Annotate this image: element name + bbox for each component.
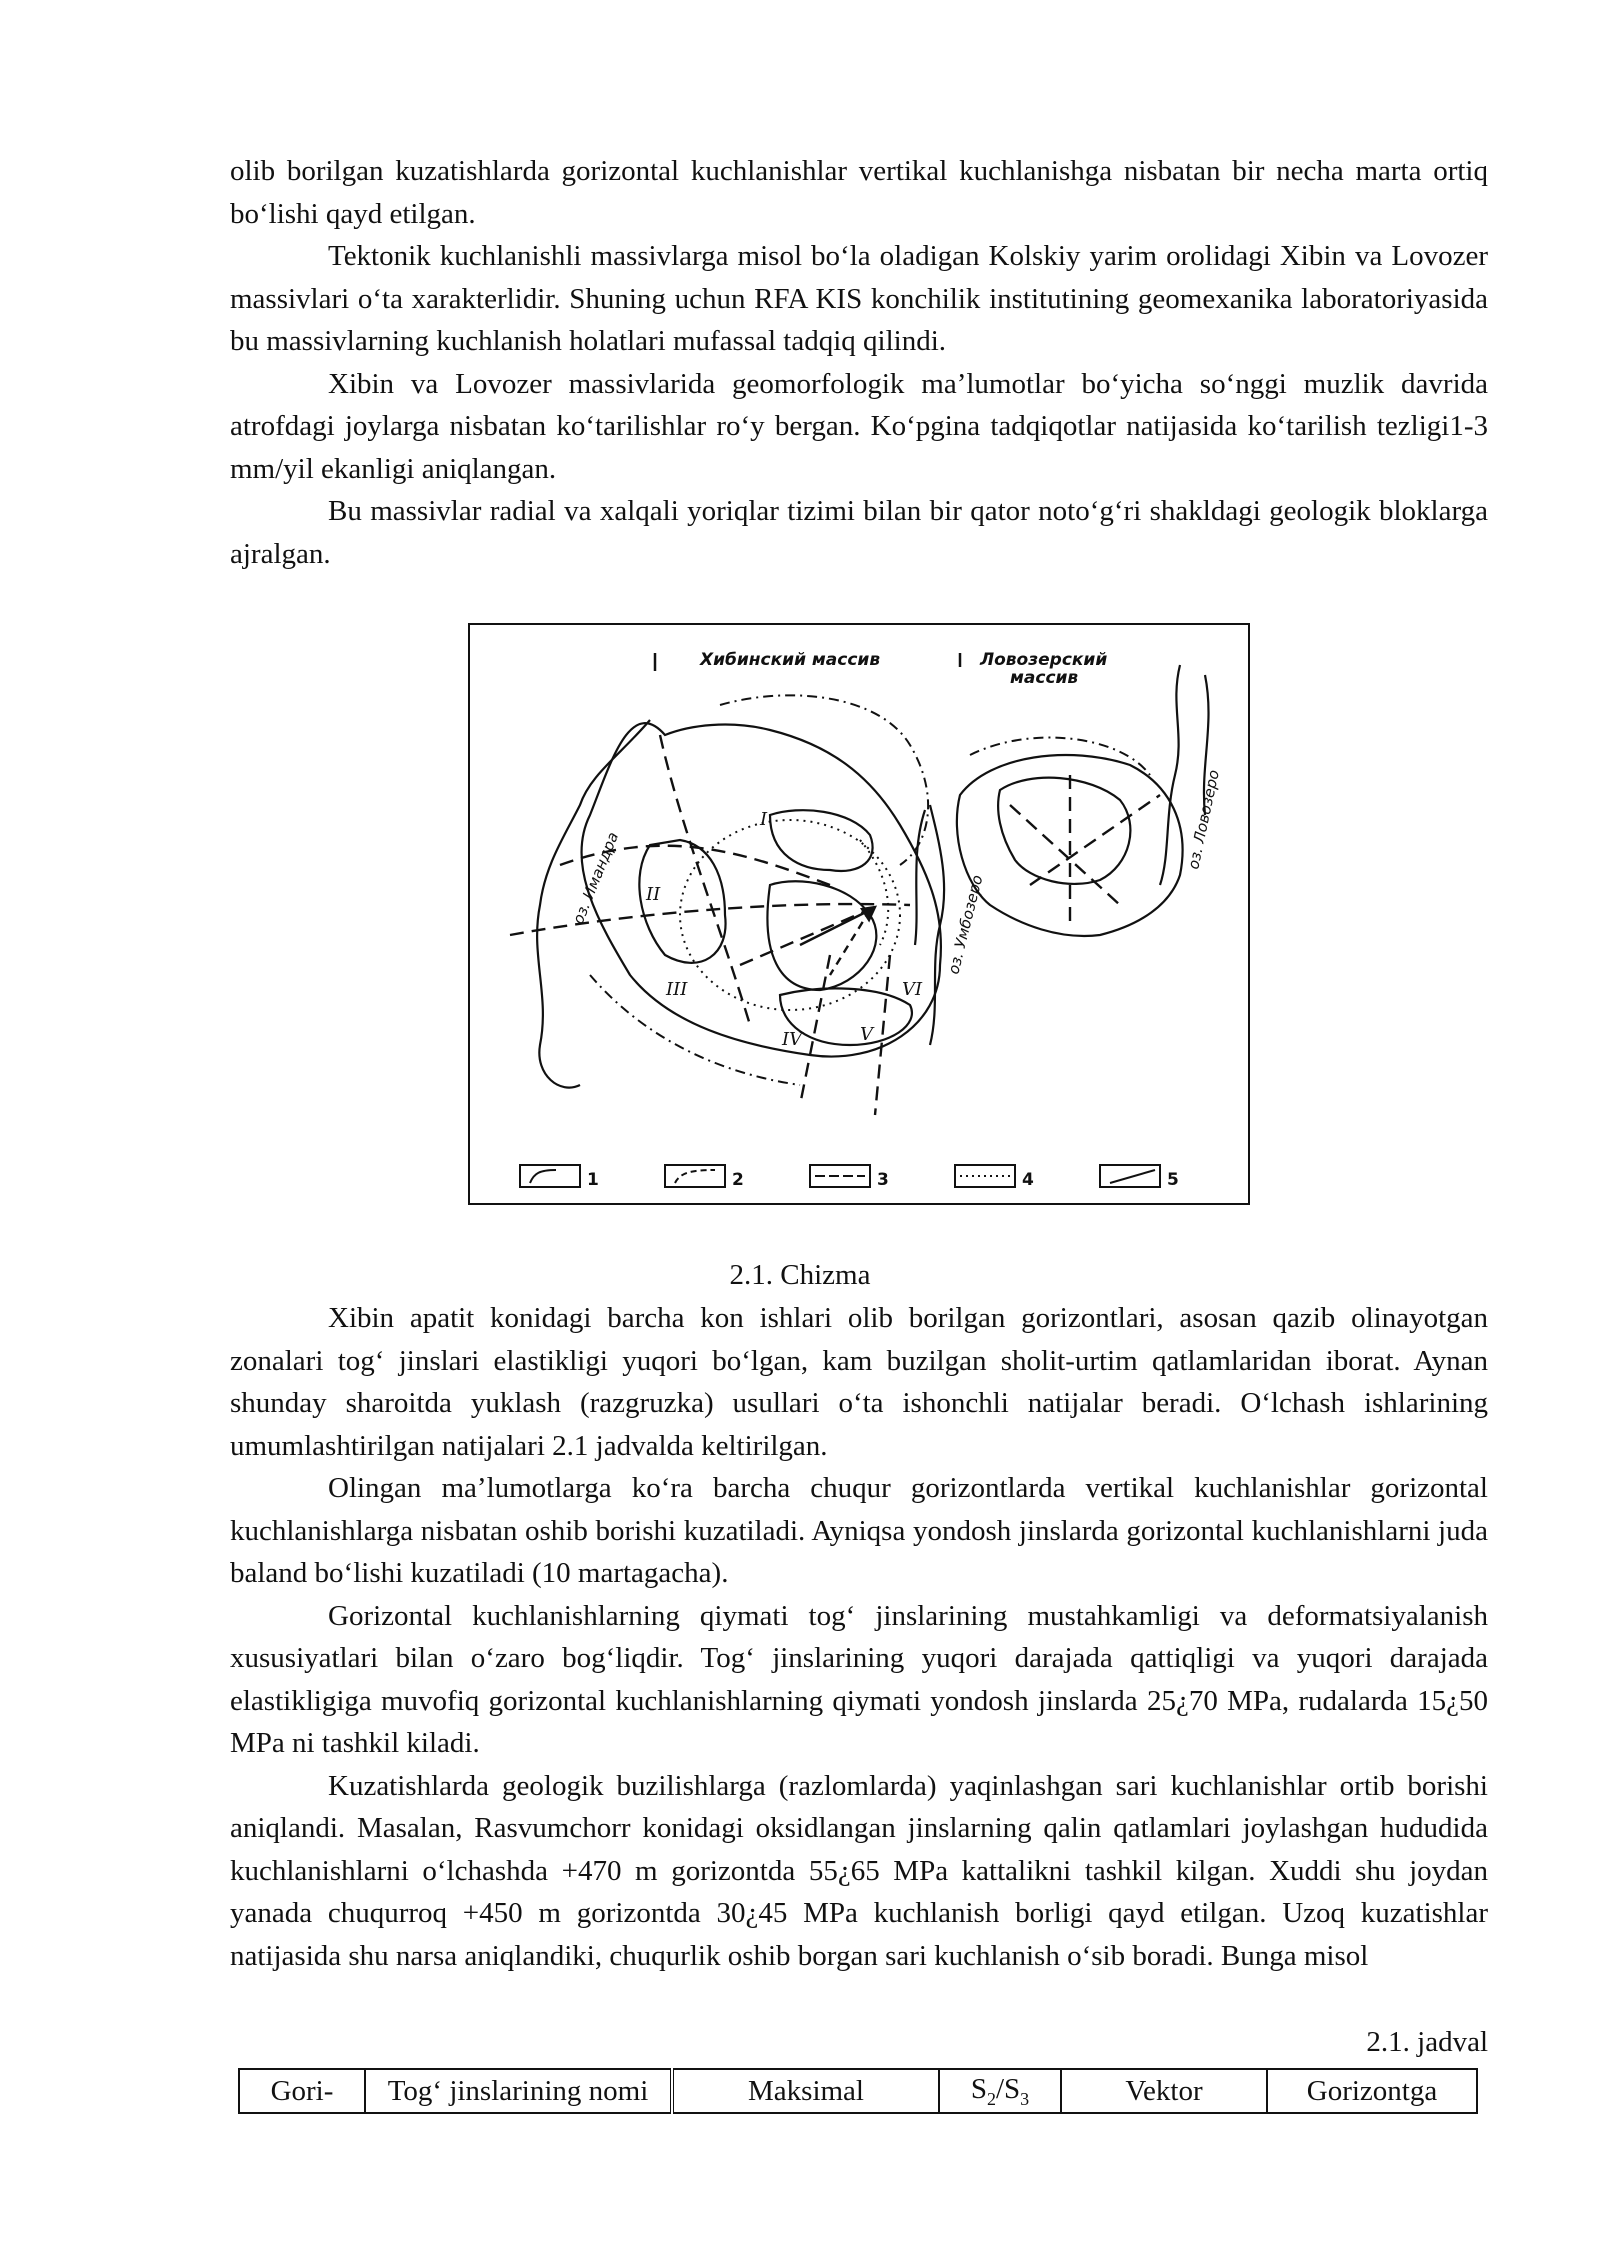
block-label: II — [646, 884, 661, 905]
paragraph: Olingan ma’lumotlarga ko‘ra barcha chuqur gorizontlarda vertikal kuchlanishlar gorizontal kuchlanishlarga nisbatan oshib borishi kuzatiladi. Ayniqsa yondosh jinslarda gorizontal kuchlanishlarni juda baland bo‘lishi kuzatiladi (10 martagacha). — [230, 1472, 1488, 1589]
label-lake-umbozero: оз. Умбозеро — [944, 873, 987, 976]
geological-map-figure — [468, 623, 1250, 1205]
header-subscript: 2 — [986, 2088, 996, 2109]
fault-line — [800, 955, 830, 1105]
fault-line — [1010, 805, 1120, 905]
label-lake-imandra: оз. Имандра — [569, 829, 623, 927]
stress-table — [238, 2068, 1478, 2114]
block-label: III — [666, 979, 688, 1000]
table-header-cell: Vektor — [1061, 2069, 1267, 2113]
label-lovozero-massif-line1: Ловозерский — [980, 650, 1108, 670]
header-subscript: 3 — [1020, 2088, 1030, 2109]
legend-number: 2 — [732, 1170, 744, 1190]
lovozero-inner-contour — [998, 778, 1130, 884]
paragraph: Tektonik kuchlanishli massivlarga misol bo‘la oladigan Kolskiy yarim orolidagi Xibin va Lovozer massivlari o‘ta xarakterlidir. Shuning uchun RFA KIS konchilik institutining geomexanika laboratoriyasida bu massivlarning kuchlanish holatlari mufassal tadqiq qilindi. — [230, 240, 1488, 357]
block-label: V — [860, 1024, 873, 1045]
geological-map — [470, 625, 1248, 1203]
legend-number: 1 — [587, 1170, 599, 1190]
text-block-bottom — [230, 1297, 1488, 1977]
text-block-top — [230, 150, 1488, 575]
paragraph: Xibin va Lovozer massivlarida geomorfologik ma’lumotlar bo‘yicha so‘nggi muzlik davrida atrofdagi joylarga nisbatan ko‘tarilishlar ro‘y bergan. Ko‘pgina tadqiqotlar natijasida ko‘tarilish tezligi1-3 mm/yil ekanligi aniqlangan. — [230, 367, 1488, 485]
paragraph: Kuzatishlarda geologik buzilishlarga (razlomlarda) yaqinlashgan sari kuchlanishlar ortib borishi aniqlandi. Masalan, Rasvumchorr konidagi oksidlangan jinslarning qalin qatlamlari joylashgan hududida kuchlanishlarni o‘lchashda +470 m gorizontda 55¿65 MPa kattalikni tashkil kilgan. Xuddi shu joydan yanada chuqurroq +450 m gorizontda 30¿45 MPa kuchlanish borligi qayd etilgan. Uzoq kuzatishlar natijasida shu narsa aniqlandiki, chuqurlik oshib borgan sari kuchlanish o‘sib boradi. Bunga misol — [230, 1769, 1488, 1972]
header-part: /S — [995, 2072, 1021, 2105]
table-header-cell: Tog‘ jinslarining nomi — [365, 2069, 672, 2113]
block-label: VI — [902, 979, 923, 1000]
label-khibiny-massif: Хибинский массив — [700, 650, 881, 670]
figure-caption: 2.1. Chizma — [729, 1259, 871, 1291]
legend-number: 3 — [877, 1170, 889, 1190]
table-header-cell: Gori- — [239, 2069, 365, 2113]
legend-box — [520, 1165, 580, 1187]
ring-fault — [590, 975, 800, 1085]
legend-box — [1100, 1165, 1160, 1187]
paragraph: Gorizontal kuchlanishlarning qiymati tog‘ jinslarining mustahkamligi va deformatsiyalanish xususiyatlari bilan o‘zaro bog‘liqdir. Tog‘ jinslarining yuqori darajada qattiqligi va yuqori darajada elastikligiga muvofiq gorizontal kuchlanishlarning qiymati yondosh jinslarda 25¿70 MPa, rudalarda 15¿50 MPa ni tashkil kiladi. — [230, 1599, 1488, 1759]
lake-lovozero-shore — [1160, 665, 1180, 885]
ring-fault — [720, 695, 928, 865]
table-header-cell: Maksimal — [672, 2069, 939, 2113]
legend-box — [665, 1165, 725, 1187]
paragraph: Xibin apatit konidagi barcha kon ishlari olib borilgan gorizontlari, asosan qazib olinayotgan zonalari tog‘ jinslari elastikligi yuqori bo‘lgan, kam buzilgan sholit-urtim qatlamlaridan iborat. Aynan shunday sharoitda yuklash (razgruzka) usullari o‘ta ishonchli natijalar beradi. O‘lchash ishlarining umumlashtirilgan natijalari 2.1 jadvalda keltirilgan. — [230, 1302, 1488, 1462]
table-label: 2.1. jadval — [1366, 2026, 1488, 2058]
legend-number: 4 — [1022, 1170, 1034, 1190]
header-part: S — [970, 2072, 987, 2105]
paragraph: Bu massivlar radial va xalqali yoriqlar tizimi bilan bir qator noto‘g‘ri shakldagi geologik bloklarga ajralgan. — [230, 495, 1488, 570]
legend-number: 5 — [1167, 1170, 1179, 1190]
table-header-cell — [939, 2069, 1061, 2113]
label-lovozero-massif-line2: массив — [1010, 668, 1079, 688]
label-lake-lovozero: оз. Ловозеро — [1184, 768, 1223, 871]
block-label: I — [760, 809, 768, 830]
block-label: IV — [782, 1029, 803, 1050]
fault-line — [875, 955, 890, 1115]
fault-line — [740, 905, 880, 965]
lake-umbozero-shore — [930, 805, 944, 1045]
table-header-row — [239, 2069, 1477, 2113]
ring-fault — [970, 738, 1150, 775]
paragraph: olib borilgan kuzatishlarda gorizontal kuchlanishlar vertikal kuchlanishga nisbatan bir necha marta ortiq bo‘lishi qayd etilgan. — [230, 155, 1488, 230]
center-contour — [767, 881, 876, 990]
table-header-cell: Gorizontga — [1267, 2069, 1477, 2113]
